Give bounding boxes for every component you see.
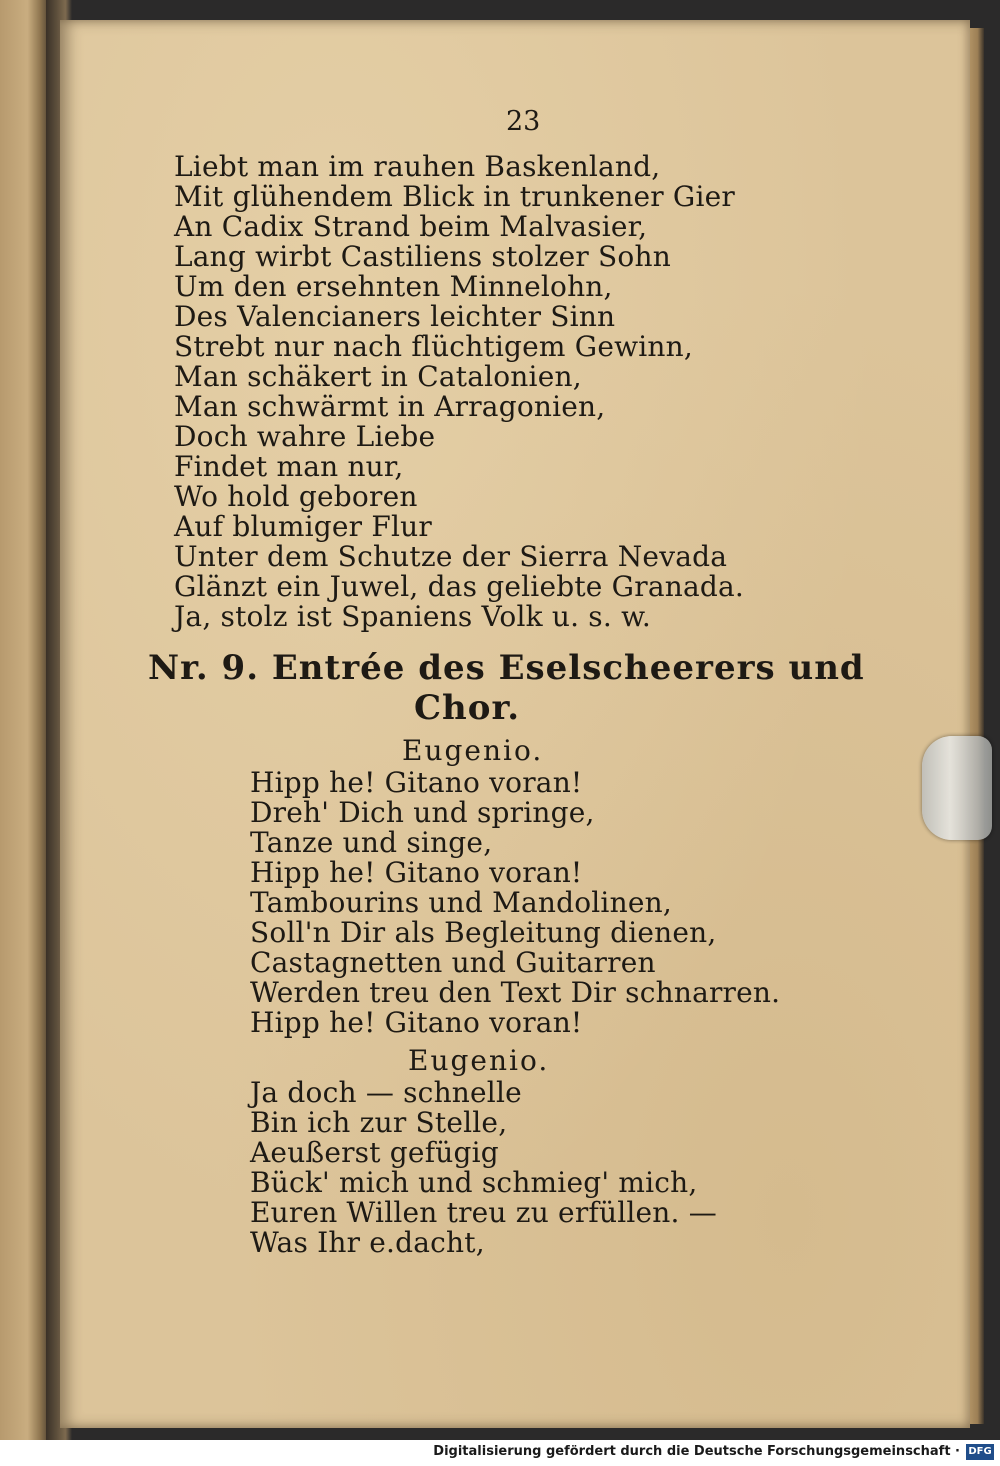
verse-line: Hipp he! Gitano voran! [250,856,583,889]
verse-line: Hipp he! Gitano voran! [250,1006,583,1039]
verse-line: Castagnetten und Guitarren [250,946,656,979]
verse-line: Aeußerst gefügig [250,1136,499,1169]
verse-line: Doch wahre Liebe [174,420,436,453]
speaker-name: Eugenio. [402,734,544,767]
left-page-edge [0,0,50,1440]
verse-line: Dreh' Dich und springe, [250,796,595,829]
verse-line: Ja, stolz ist Spaniens Volk u. s. w. [174,600,652,633]
verse-line: Des Valencianers leichter Sinn [174,300,616,333]
verse-line: Unter dem Schutze der Sierra Nevada [174,540,728,573]
heading-line-2: Chor. [414,688,521,728]
verse-line: Bin ich zur Stelle, [250,1106,508,1139]
verse-line: Lang wirbt Castiliens stolzer Sohn [174,240,671,273]
verse-line: Man schwärmt in Arragonien, [174,390,606,423]
dfg-logo-icon: DFG [966,1444,994,1460]
verse-line: Werden treu den Text Dir schnarren. [250,976,781,1009]
verse-line: Euren Willen treu zu erfüllen. — [250,1196,717,1229]
right-page-edge [968,28,984,1424]
verse-line: Findet man nur, [174,450,404,483]
book-page [60,20,970,1428]
verse-line: Was Ihr e.dacht, [250,1226,485,1259]
verse-line: Mit glühendem Blick in trunkener Gier [174,180,736,213]
verse-line: Tanze und singe, [250,826,493,859]
verse-line: Soll'n Dir als Begleitung dienen, [250,916,717,949]
verse-line: Liebt man im rauhen Baskenland, [174,150,661,183]
footer-bar [0,1440,1000,1466]
verse-line: Auf blumiger Flur [174,510,432,543]
page-clip-tab [922,736,992,840]
page-number: 23 [506,106,541,137]
verse-line: Um den ersehnten Minnelohn, [174,270,613,303]
verse-line: Ja doch — schnelle [250,1076,522,1109]
verse-line: Wo hold geboren [174,480,418,513]
funding-notice: Digitalisierung gefördert durch die Deutsche Forschungsgemeinschaft · [433,1444,960,1459]
speaker-name: Eugenio. [408,1044,550,1077]
verse-line: Hipp he! Gitano voran! [250,766,583,799]
verse-line: An Cadix Strand beim Malvasier, [174,210,648,243]
verse-line: Glänzt ein Juwel, das geliebte Granada. [174,570,744,603]
verse-line: Man schäkert in Catalonien, [174,360,582,393]
verse-line: Tambourins und Mandolinen, [250,886,672,919]
heading-line-1: Nr. 9. Entrée des Eselscheerers und [148,648,865,688]
verse-line: Bück' mich und schmieg' mich, [250,1166,698,1199]
verse-line: Strebt nur nach flüchtigem Gewinn, [174,330,694,363]
